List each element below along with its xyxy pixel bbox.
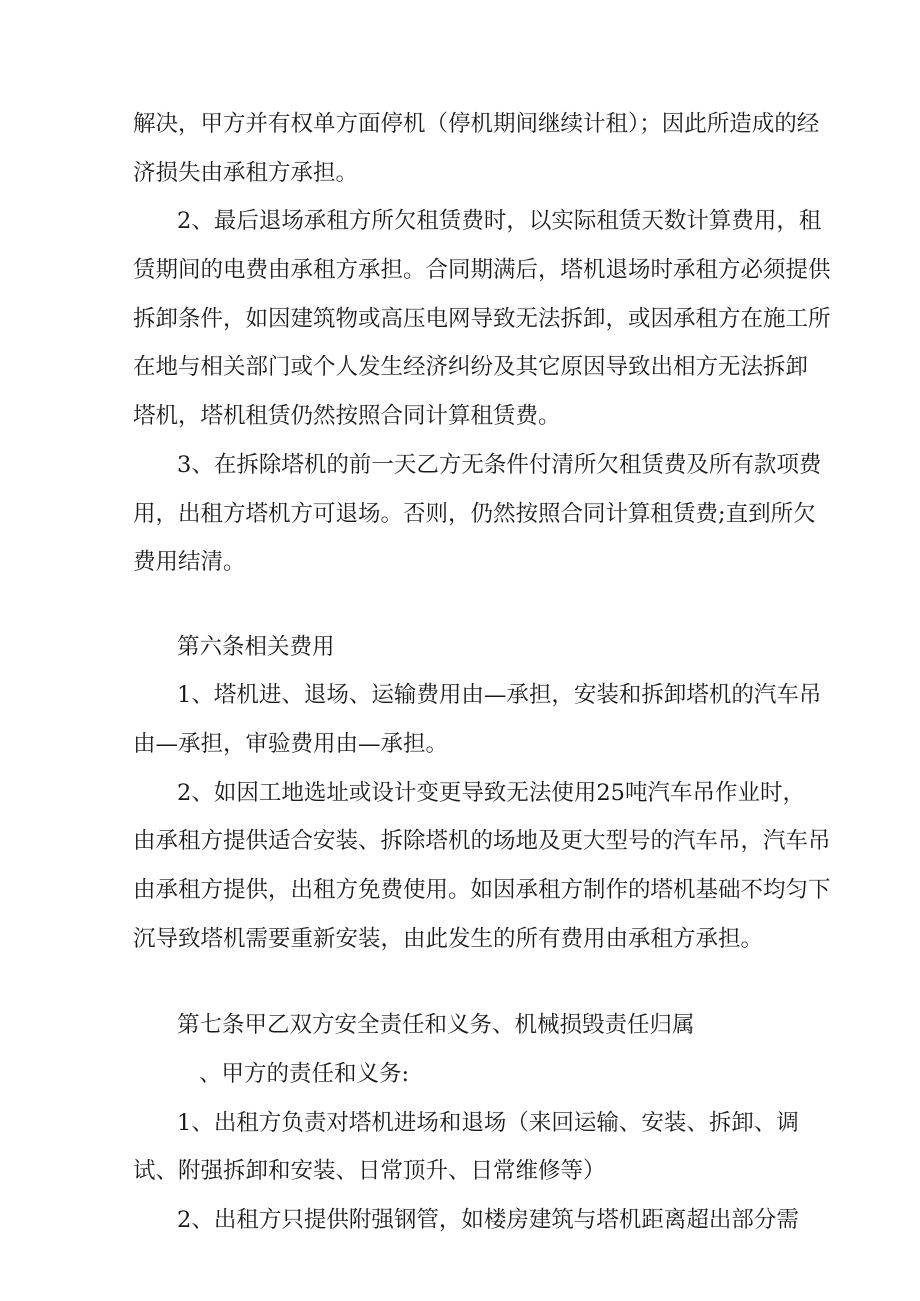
text-line: 沉导致塔机需要重新安装，由此发生的所有费用由承租方承担。 <box>133 926 764 952</box>
text-line: 3、在拆除塔机的前一天乙方无条件付清所欠租赁费及所有款项费 <box>177 452 822 478</box>
text-line: 1、塔机进、退场、运输费用由—承担，安装和拆卸塔机的汽车吊 <box>177 682 822 708</box>
text-line: 试、附强拆卸和安装、日常顶升、日常维修等） <box>133 1158 606 1184</box>
text-line: 塔机，塔机租赁仍然按照合同计算租赁费。 <box>133 403 561 429</box>
text-line: 济损失由承租方承担。 <box>133 160 359 186</box>
text-line: 在地与相关部门或个人发生经济纠纷及其它原因导致出相方无法拆卸 <box>133 354 809 380</box>
text-line: 2、如因工地选址或设计变更导致无法使用25吨汽车吊作业时， <box>177 780 805 806</box>
section-heading: 第六条相关费用 <box>177 634 335 660</box>
text-line: 解决，甲方并有权单方面停机（停机期间继续计租）；因此所造成的经 <box>133 111 820 137</box>
text-line: 2、出租方只提供附强钢管，如楼房建筑与塔机距离超出部分需 <box>177 1207 799 1233</box>
text-line: 由承租方提供适合安装、拆除塔机的场地及更大型号的汽车吊，汽车吊 <box>133 828 831 854</box>
text-line: 、甲方的责任和义务: <box>199 1061 410 1087</box>
text-line: 由承租方提供，出租方免费使用。如因承租方制作的塔机基础不均匀下 <box>133 877 831 903</box>
text-line: 1、出租方负责对塔机进场和退场（来回运输、安装、拆卸、调 <box>177 1110 799 1136</box>
text-line: 拆卸条件，如因建筑物或高压电网导致无法拆卸，或因承租方在施工所 <box>133 306 831 332</box>
text-line: 赁期间的电费由承租方承担。合同期满后，塔机退场时承租方必须提供 <box>133 257 831 283</box>
text-line: 用，出租方塔机方可退场。否则，仍然按照合同计算租赁费;直到所欠 <box>133 501 816 527</box>
section-heading: 第七条甲乙双方安全责任和义务、机械损毁责任归属 <box>177 1012 695 1038</box>
text-line: 费用结清。 <box>133 549 246 575</box>
text-line: 2、最后退场承租方所欠租赁费时，以实际租赁天数计算费用，租 <box>177 208 822 234</box>
text-line: 由—承担，审验费用由—承担。 <box>133 731 449 757</box>
